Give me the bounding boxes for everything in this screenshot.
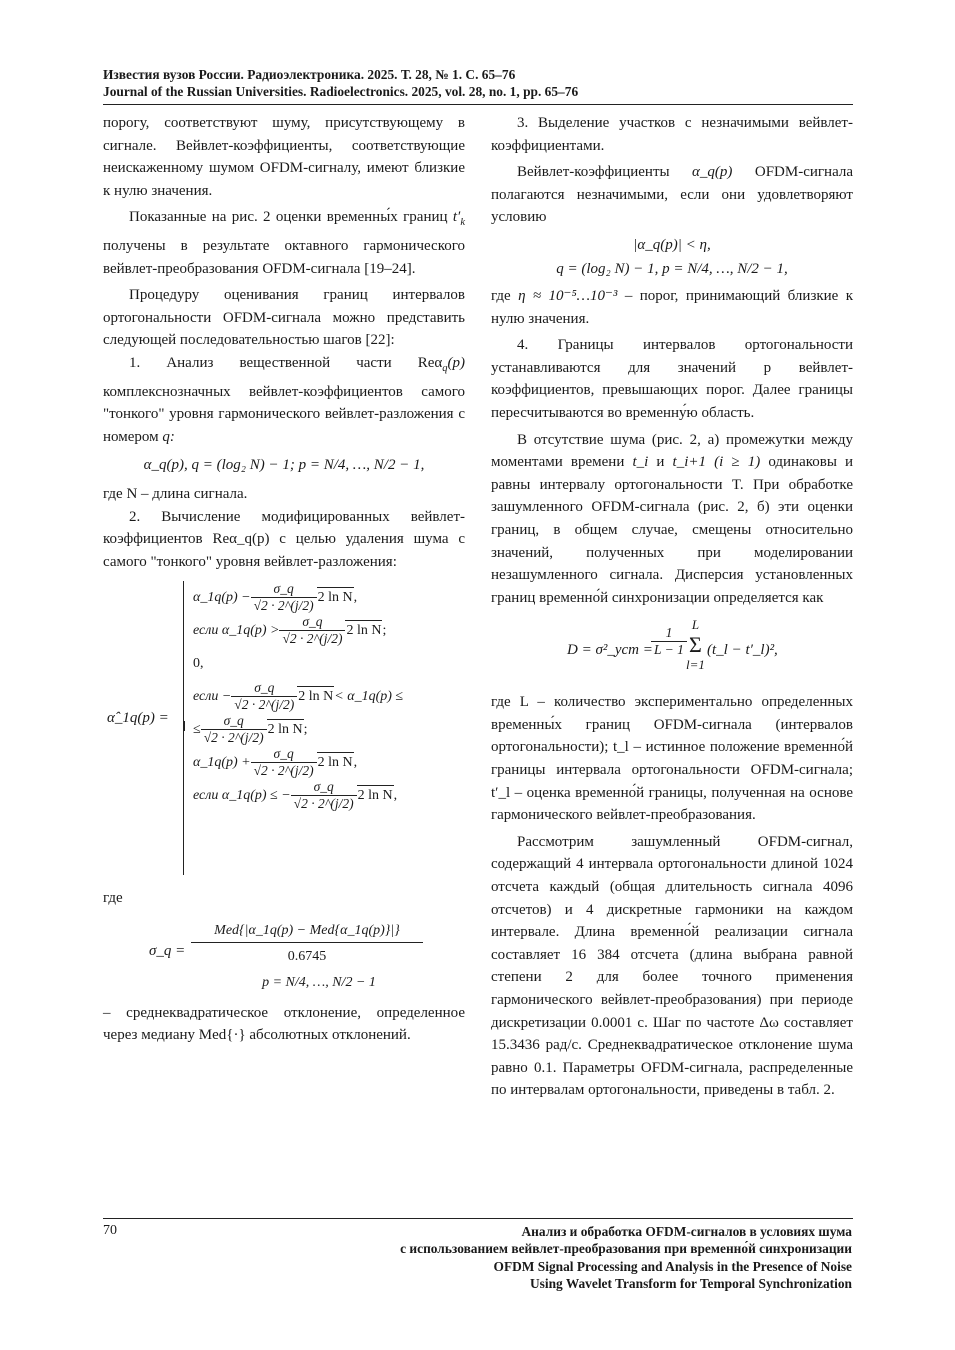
fraction bbox=[201, 713, 267, 746]
sigma-numerator: Med{|α_1q(p) − Med{α_1q(p)}|} bbox=[214, 922, 400, 938]
paragraph-no-noise bbox=[491, 429, 853, 610]
footer-title-ru-1: Анализ и обработка OFDM-сигналов в условиях шума bbox=[521, 1224, 852, 1239]
case-row bbox=[193, 746, 465, 779]
fraction-den: √2 · 2^(j/2) bbox=[293, 796, 354, 812]
fraction-den: √2 · 2^(j/2) bbox=[234, 697, 295, 713]
fraction-den: √2 · 2^(j/2) bbox=[253, 598, 314, 614]
sqrt-expr: 2 ln N bbox=[317, 752, 354, 773]
footer-title-ru-2: с использованием вейвлет-преобразования при временно́й синхронизации bbox=[400, 1241, 852, 1257]
var-t-i-plus-1: t_i+1 bbox=[672, 454, 707, 471]
case-text: если − bbox=[193, 688, 232, 704]
var-t-prime: t′ bbox=[452, 209, 461, 226]
header-rule bbox=[103, 104, 853, 105]
text-fragment: и bbox=[656, 454, 665, 471]
expr-re-alpha-q: Reα_q(p) bbox=[212, 531, 270, 548]
text-fragment: с целью удаления шума с самого "тонкого" уровня вейвлет-разложения: bbox=[103, 531, 466, 570]
text-fragment: получены в результате октавного гармонического вейвлет-преобразования OFDM-сигнала [19–24]. bbox=[103, 237, 465, 277]
text-fragment: одинаковы и равны интервалу ортогональности T. При обработке зашумленного OFDM-сигнала (рис. 2, б) эти оценки границ, в общем случае, смещены относительно значений, полученных при моделировании незашумленного сигнала. Дисперсия установленных границ временно́й синхронизации определяется как bbox=[491, 454, 854, 606]
sum-lower: l=1 bbox=[686, 657, 705, 673]
paragraph-insignificant-coeffs bbox=[491, 161, 853, 229]
step-2 bbox=[103, 506, 465, 574]
text-fragment: Показанные на рис. 2 оценки временны́х границ bbox=[129, 209, 448, 226]
case-text: 0, bbox=[193, 655, 204, 671]
fraction-inner bbox=[651, 625, 687, 658]
fraction-num: σ_q bbox=[279, 614, 345, 631]
punct: ; bbox=[382, 622, 387, 638]
fraction-den: L − 1 bbox=[654, 642, 684, 658]
sum-symbol: Σ bbox=[689, 632, 702, 658]
sigma-denominator: 0.6745 bbox=[287, 948, 327, 964]
fraction-bar bbox=[191, 942, 423, 943]
punct: , bbox=[353, 589, 358, 605]
var-q: q bbox=[442, 362, 448, 374]
fraction-num: σ_q bbox=[251, 746, 317, 763]
punct: , bbox=[393, 787, 398, 803]
expr-arg-p: (p) bbox=[447, 354, 465, 371]
var-q: q: bbox=[162, 428, 175, 445]
fraction bbox=[251, 746, 317, 779]
sigma-lhs: σ_q = bbox=[149, 942, 186, 959]
case-text: α_1q(p) + bbox=[193, 754, 251, 770]
dispersion-lhs: D = σ²_уст = bbox=[567, 642, 653, 659]
page-number: 70 bbox=[103, 1223, 117, 1238]
case-text: если α_1q(p) > bbox=[193, 622, 280, 638]
sum-upper: L bbox=[691, 617, 700, 633]
expr-re-alpha: Reα bbox=[417, 354, 443, 371]
text-fragment: комплекснозначных вейвлет-коэффициентов самого "тонкого" уровня гармонического вейвлет-разложения с номером bbox=[103, 383, 465, 445]
sigma-range: p = N/4, …, N/2 − 1 bbox=[262, 974, 376, 990]
text-fragment: – порог, принимающий близкие к нулю значения. bbox=[491, 287, 854, 327]
journal-header bbox=[103, 66, 853, 100]
fraction bbox=[651, 625, 687, 658]
case-row bbox=[193, 680, 465, 713]
case-row bbox=[193, 713, 465, 746]
text-fragment: где bbox=[491, 287, 511, 304]
right-column bbox=[491, 112, 853, 1102]
case-text: ≤ bbox=[193, 721, 201, 737]
paragraph-where-L: где L – количество экспериментально определенных временны́х границ OFDM-сигнала (интервалов ортогональности); t_l – истинное положение временно́й границы интервала ортогональности OFDM-сигнала; t′_l – оценка временно́й границы, полученная на основе гармонического вейвлет-преобразования. bbox=[491, 694, 853, 824]
condition-equation bbox=[491, 233, 853, 281]
sigma-equation bbox=[103, 920, 465, 998]
sqrt-expr: 2 ln N bbox=[317, 587, 354, 608]
journal-header-ru: Известия вузов России. Радиоэлектроника. 2025. Т. 28, № 1. С. 65–76 bbox=[103, 67, 516, 82]
sqrt-expr: 2 ln N bbox=[297, 686, 334, 707]
running-footer bbox=[292, 1223, 852, 1293]
sqrt-expr: 2 ln N bbox=[357, 785, 394, 806]
fraction-num: σ_q bbox=[201, 713, 267, 730]
expr-alpha-q: α_q(p) bbox=[692, 164, 733, 181]
text-fragment: В отсутствие шума (рис. 2, а) промежутки между моментами времени bbox=[491, 431, 853, 471]
fraction-num: σ_q bbox=[251, 581, 317, 598]
paragraph-std-deviation: – среднеквадратическое отклонение, определенное через медиану Med{·} абсолютных отклонений. bbox=[103, 1004, 465, 1044]
fraction-den: √2 · 2^(j/2) bbox=[203, 730, 264, 746]
footer-rule bbox=[103, 1218, 853, 1219]
condition-line-2: q = (log₂ N) − 1, p = N/4, …, N/2 − 1, bbox=[556, 260, 788, 277]
summation bbox=[686, 617, 705, 673]
punct: ; bbox=[303, 721, 308, 737]
paragraph-noise-threshold: порогу, соответствуют шуму, присутствующему в сигнале. Вейвлет-коэффициенты, соответствующие неискаженному шумом OFDM-сигналу, имеют близкие к нулю значения. bbox=[103, 115, 465, 199]
case-text: < α_1q(p) ≤ bbox=[334, 688, 404, 704]
left-column bbox=[103, 112, 465, 1047]
text-fragment: 1. Анализ вещественной части bbox=[129, 354, 392, 371]
expr-i-cond: (i ≥ 1) bbox=[714, 454, 761, 471]
dispersion-rhs: (t_l − t′_l)², bbox=[707, 642, 778, 659]
piecewise-cases bbox=[193, 581, 465, 812]
condition-line-1: |α_q(p)| < η, bbox=[633, 236, 711, 253]
fraction-num: 1 bbox=[651, 625, 687, 642]
sqrt-expr: 2 ln N bbox=[267, 719, 304, 740]
fraction-num: σ_q bbox=[231, 680, 297, 697]
case-text: если α_1q(p) ≤ − bbox=[193, 787, 291, 803]
text-fragment: 2. Вычисление модифицированных вейвлет-коэффициентов bbox=[103, 508, 465, 548]
step-3: 3. Выделение участков с незначимыми вейвлет-коэффициентами. bbox=[491, 115, 853, 154]
where-n-definition: где N – длина сигнала. bbox=[103, 485, 248, 502]
equation-alpha-q: α_q(p), q = (log₂ N) − 1; p = N/4, …, N/2 − 1, bbox=[143, 457, 425, 474]
text-fragment: Вейвлет-коэффициенты bbox=[517, 164, 670, 181]
step-4: 4. Границы интервалов ортогональности устанавливаются для значений p вейвлет-коэффициентов, превышающих порог. Далее границы пересчитываются во временну́ю область. bbox=[491, 337, 853, 421]
case-row bbox=[193, 779, 465, 812]
where-label: где bbox=[103, 890, 123, 907]
case-text: α_1q(p) − bbox=[193, 589, 251, 605]
journal-header-en: Journal of the Russian Universities. Radioelectronics. 2025, vol. 28, no. 1, pp. 65–76 bbox=[103, 84, 579, 99]
expr-eta: η ≈ 10⁻⁵…10⁻³ bbox=[518, 287, 618, 304]
footer-title-en-2: Using Wavelet Transform for Temporal Synchronization bbox=[529, 1276, 852, 1292]
fraction bbox=[231, 680, 297, 713]
case-row bbox=[193, 647, 465, 680]
footer-title-en-1: OFDM Signal Processing and Analysis in the Presence of Noise bbox=[493, 1258, 852, 1274]
case-row bbox=[193, 614, 465, 647]
fraction-den: √2 · 2^(j/2) bbox=[253, 763, 314, 779]
fraction-num: σ_q bbox=[291, 779, 357, 796]
sqrt-expr: 2 ln N bbox=[345, 620, 382, 641]
fraction bbox=[251, 581, 317, 614]
case-row bbox=[193, 581, 465, 614]
dispersion-equation bbox=[491, 617, 853, 687]
piecewise-equation bbox=[103, 581, 465, 881]
punct: , bbox=[353, 754, 358, 770]
text-fragment: OFDM-сигнала полагаются незначимыми, если они удовлетворяют условию bbox=[491, 164, 853, 226]
paragraph-signal-params: Рассмотрим зашумленный OFDM-сигнал, содержащий 4 интервала ортогональности длиной 1024 отсчета каждый (общая длительность сигнала 4096 отсчетов) и 4 дискретные гармоники на каждом интервале. Длина временно́й реализации сигнала составляет 16 384 отсчета (длина выбрана равной степени 2 для более точного применения гармонического вейвлет-преобразования) при периоде дискретизации 0.0001 с. Шаг по частоте Δω составляет 15.3436 рад/с. Среднеквадратическое отклонение шума равно 0.1. Параметры OFDM-сигнала, распределенные по интервалам ортогональности, приведены в табл. 2. bbox=[491, 833, 853, 1099]
piecewise-lhs: α̂_1q(p) = bbox=[107, 710, 169, 727]
step-1 bbox=[103, 352, 465, 448]
fraction bbox=[291, 779, 357, 812]
paragraph-boundary-estimates bbox=[103, 206, 465, 280]
fraction bbox=[279, 614, 345, 647]
where-eta-definition bbox=[491, 285, 853, 330]
var-t-i: t_i bbox=[632, 454, 649, 471]
var-k: k bbox=[460, 217, 465, 229]
fraction-den: √2 · 2^(j/2) bbox=[282, 631, 343, 647]
paragraph-procedure: Процедуру оценивания границ интервалов ортогональности OFDM-сигнала можно представить следующей последовательностью шагов [22]: bbox=[103, 287, 465, 349]
